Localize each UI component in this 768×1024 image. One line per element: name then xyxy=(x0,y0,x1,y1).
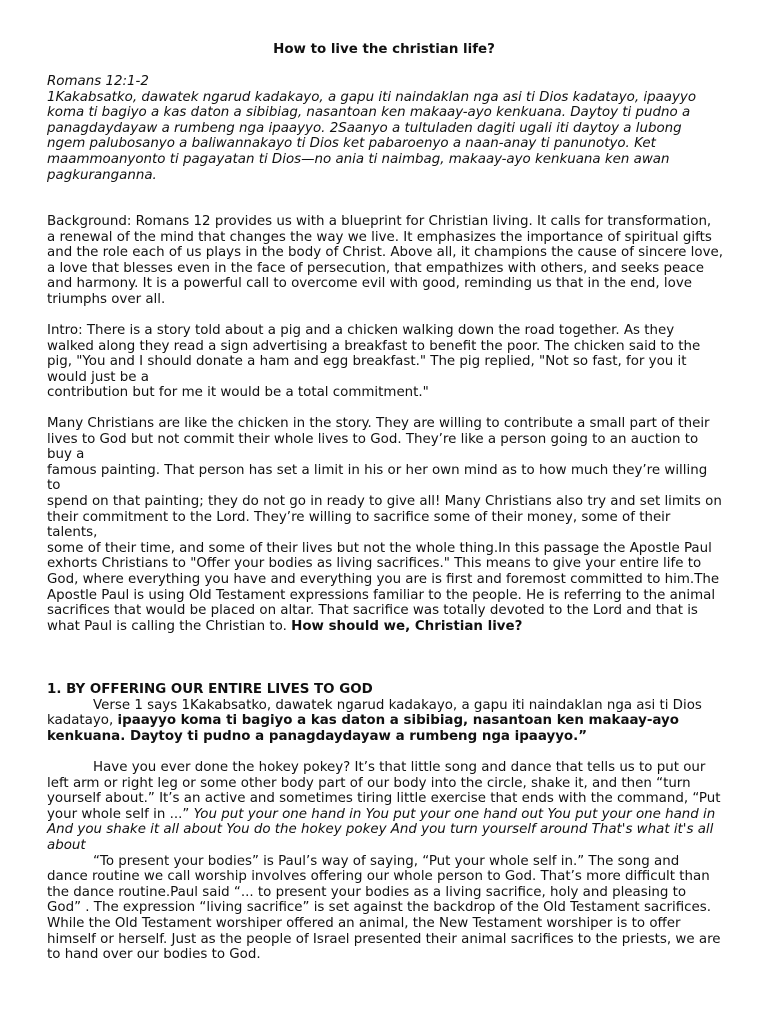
verse-bold-text: ipaayyo koma ti bagiyo a kas daton a sibibiag, nasantoan ken makaay-ayo kenkuana. Daytoy ti pudno a panagdaydayaw a rumbeng nga ipaayyo.” xyxy=(47,713,679,744)
intro-text: Intro: There is a story told about a pig and a chicken walking down the road together. As they walked along they read a sign advertising a breakfast to benefit the poor. The chicken said to the pig, "You and I should donate a ham and egg breakfast." The pig replied, "Not so fast, for you it would just be a xyxy=(47,323,701,385)
chicken-text-1: Many Christians are like the chicken in the story. They are willing to contribute a small part of their lives to God but not commit their whole lives to God. They’re like a person going to an auction to buy a xyxy=(47,416,710,463)
hokey-song-lyrics: You put your one hand in You put your one hand out You put your one hand in And you shake it all about You do the hokey pokey And you turn yourself around That's what it's all about xyxy=(47,806,716,853)
section-1 xyxy=(47,682,723,963)
section-1-verse xyxy=(47,698,723,745)
background-paragraph: Background: Romans 12 provides us with a blueprint for Christian living. It calls for transformation, a renewal of the mind that changes the way we live. It emphasizes the importance of spiritual gifts and the role each of us plays in the body of Christ. Above all, it champions the cause of sincere love, a love that blesses even in the face of persecution, that empathizes with others, and seeks peace and harmony. It is a powerful call to overcome evil with good, reminding us that in the end, love triumphs over all. xyxy=(47,214,723,307)
intro-paragraph xyxy=(47,323,723,401)
hokey-plain-text: Have you ever done the hokey pokey? It’s that little song and dance that tells us to put our left arm or right leg or some other body part of our body into the circle, shake it, and then “turn yourself about.” It’s an active and sometimes tiring little exercise that ends with the command, “Put your whole self in ...” xyxy=(47,759,721,822)
scripture-text: 1Kakabsatko, dawatek ngarud kadakayo, a gapu iti naindaklan nga asi ti Dios kadatayo, ipaayyo koma ti bagiyo a kas daton a sibibiag, nasantoan ken makaay-ayo kenkuana. Daytoy ti pudno a panagdaydayaw a rumbeng nga ipaayyo. 2Saanyo a tultuladen dagiti ugali iti daytoy a lubong ngem palubosanyo a baliwannakayo ti Dios ket pabaroenyo a naan-anay ti panunotyo. Ket maammoanyonto ti pagayatan ti Dios—no ania ti naimbag, makaay-ayo kenkuana ken awan pagkuranganna. xyxy=(47,89,697,183)
chicken-text-2: famous painting. That person has set a limit in his or her own mind as to how much they’re willing to xyxy=(47,462,708,494)
section-1-heading: 1. BY OFFERING OUR ENTIRE LIVES TO GOD xyxy=(47,682,373,697)
intro-text-continued: contribution but for me it would be a total commitment." xyxy=(47,385,429,401)
verse-plain-text: Verse 1 says 1Kakabsatko, dawatek ngarud kadakayo, a gapu iti naindaklan nga asi ti Dios kadatayo, xyxy=(47,697,702,729)
scripture-block xyxy=(47,74,723,183)
document-title: How to live the christian life? xyxy=(273,42,495,57)
scripture-reference: Romans 12:1-2 xyxy=(47,74,149,89)
chicken-text-5: some of their time, and some of their lives but not the whole thing.In this passage the Apostle Paul exhorts Christians to "Offer your bodies as living sacrifices." This means to give your entire life to God, where everything you have and everything you are is first and foremost committed to him.The Apostle Paul is using Old Testament expressions familiar to the people. He is referring to the animal sacrifices that would be placed on altar. That sacrifice was totally devoted to the Lord and that is what Paul is calling the Christian to. xyxy=(47,540,720,634)
hokey-pokey-paragraph xyxy=(47,760,723,854)
chicken-text-3: spend on that painting; they do not go in ready to give all! Many Christians also try and set limits on xyxy=(47,493,722,509)
chicken-paragraph xyxy=(47,416,723,634)
chicken-text-4: their commitment to the Lord. They’re willing to sacrifice some of their money, some of their talents, xyxy=(47,509,671,541)
key-question: How should we, Christian live? xyxy=(291,618,523,634)
present-bodies-paragraph: “To present your bodies” is Paul’s way of saying, “Put your whole self in.” The song and dance routine we call worship involves offering our whole person to God. That’s more difficult than the dance routine.Paul said “... to present your bodies as a living sacrifice, holy and pleasing to God” . The expression “living sacrifice” is set against the backdrop of the Old Testament sacrifices. While the Old Testament worshiper offered an animal, the New Testament worshiper is to offer himself or herself. Just as the people of Israel presented their animal sacrifices to the priests, we are to hand over our bodies to God. xyxy=(47,853,721,963)
